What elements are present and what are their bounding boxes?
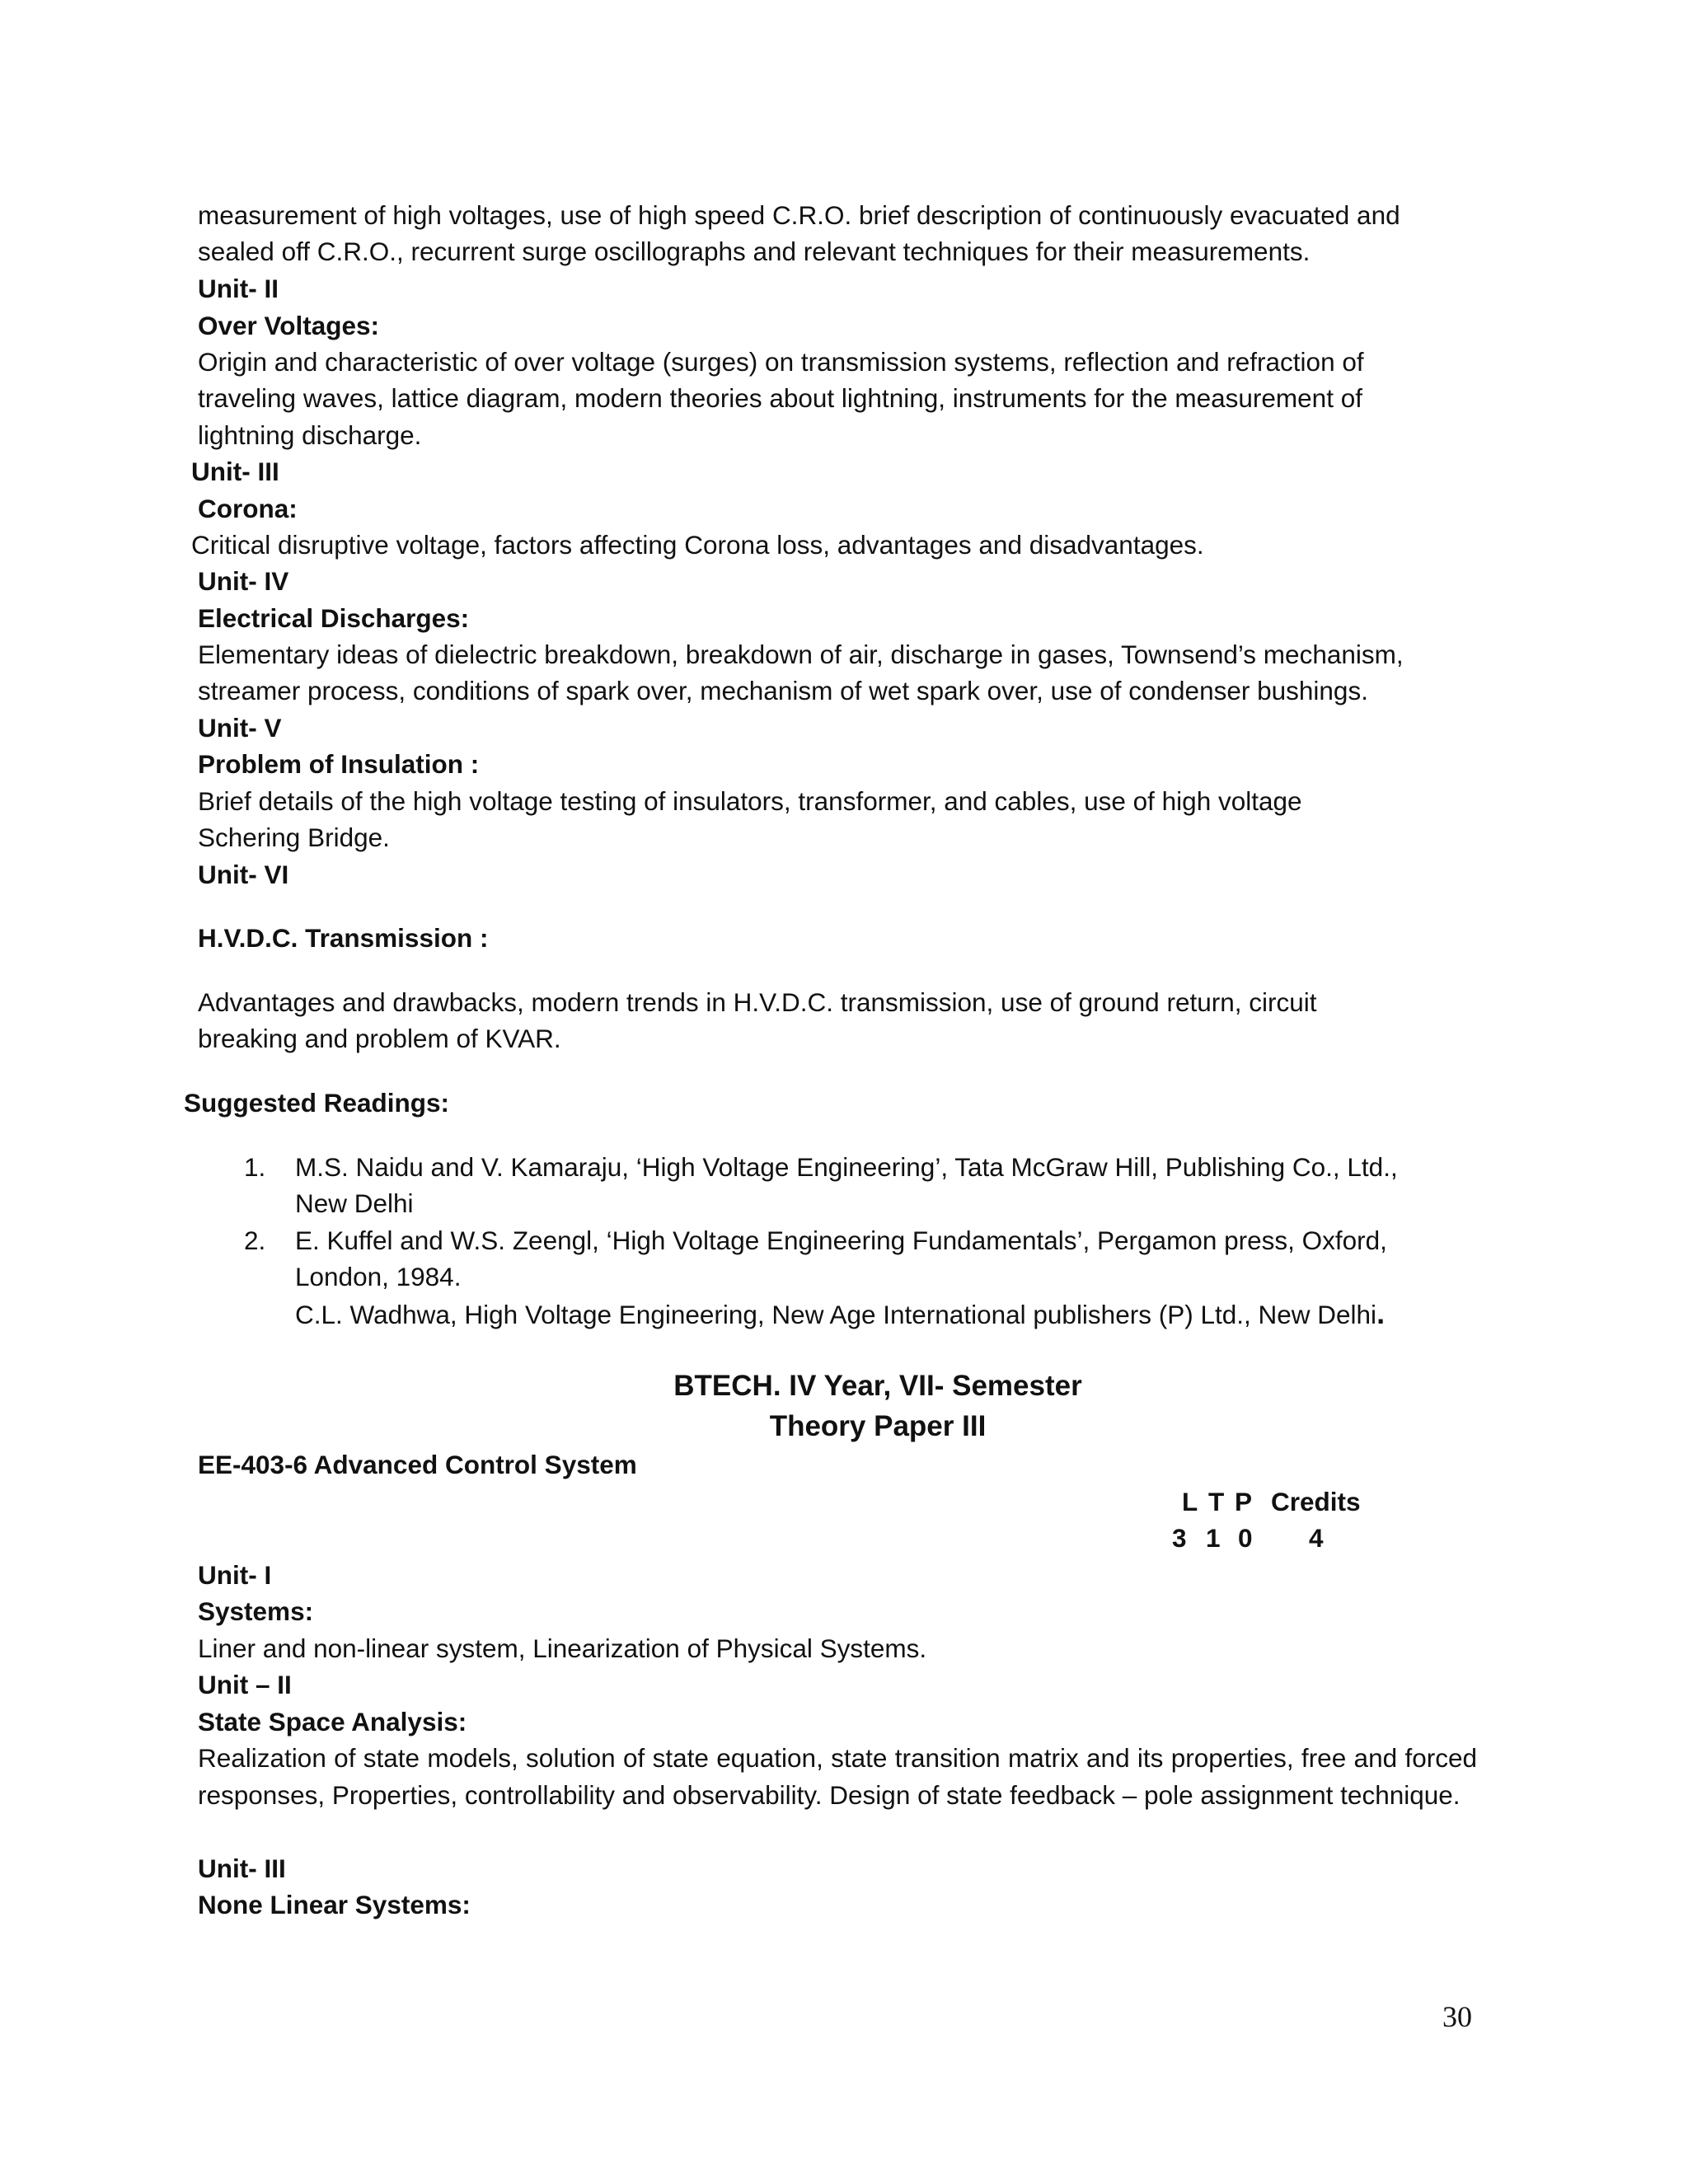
ltp-value-l: 3 — [1172, 1523, 1187, 1553]
course-unit-2-title: State Space Analysis: — [198, 1707, 467, 1736]
ltp-value-p: 0 — [1238, 1523, 1253, 1553]
reading-2-line-1: E. Kuffel and W.S. Zeengl, ‘High Voltage Engineering Fundamentals’, Pergamon press, Oxford, — [295, 1226, 1387, 1255]
reading-2-line-2: London, 1984. — [295, 1262, 462, 1291]
ltp-header-p: P — [1235, 1487, 1253, 1516]
unit-2-heading: Unit- II — [198, 274, 279, 303]
unit-3-heading: Unit- III — [191, 457, 279, 486]
unit-5-line-2: Schering Bridge. — [198, 823, 390, 852]
unit-6-line-1: Advantages and drawbacks, modern trends in H.V.D.C. transmission, use of ground return, circuit — [198, 987, 1317, 1017]
unit-2-title: Over Voltages: — [198, 311, 379, 340]
course-unit-1-heading: Unit- I — [198, 1560, 272, 1590]
course-unit-2-text: Realization of state models, solution of state equation, state transition matrix and its properties, free and forced responses, Properties, controllability and observability. Design of state feedback – pole assignment technique. — [198, 1743, 1477, 1810]
unit-4-heading: Unit- IV — [198, 566, 289, 596]
reading-1-line-2: New Delhi — [295, 1188, 414, 1218]
unit-6-title: H.V.D.C. Transmission : — [198, 923, 489, 953]
ltp-header-credits: Credits — [1271, 1487, 1361, 1516]
course-code-title: EE-403-6 Advanced Control System — [198, 1450, 637, 1479]
unit-5-title: Problem of Insulation : — [198, 749, 480, 779]
unit-6-line-2: breaking and problem of KVAR. — [198, 1024, 561, 1053]
unit-5-heading: Unit- V — [198, 713, 282, 743]
unit-2-line-2: traveling waves, lattice diagram, modern theories about lightning, instruments for the measurement of — [198, 383, 1362, 413]
course-unit-3-title: None Linear Systems: — [198, 1890, 471, 1919]
reading-extra-period: . — [1376, 1296, 1386, 1330]
reading-1-line-1: M.S. Naidu and V. Kamaraju, ‘High Voltage Engineering’, Tata McGraw Hill, Publishing Co., Ltd., — [295, 1152, 1398, 1182]
unit-2-line-3: lightning discharge. — [198, 420, 422, 450]
course-year-semester: BTECH. IV Year, VII- Semester — [673, 1370, 1082, 1402]
reading-extra-text: C.L. Wadhwa, High Voltage Engineering, New Age International publishers (P) Ltd., New Delhi — [295, 1300, 1377, 1329]
course-unit-3-heading: Unit- III — [198, 1854, 286, 1883]
ltp-header-t: T — [1208, 1487, 1225, 1516]
readings-heading: Suggested Readings: — [184, 1088, 450, 1118]
course-paper: Theory Paper III — [769, 1410, 987, 1442]
unit-3-title: Corona: — [198, 494, 298, 523]
course-unit-1-title: Systems: — [198, 1596, 314, 1626]
ltp-header-l: L — [1182, 1487, 1198, 1516]
unit-2-line-1: Origin and characteristic of over voltage (surges) on transmission systems, reflection and refraction of — [198, 347, 1364, 377]
intro-line-1: measurement of high voltages, use of high speed C.R.O. brief description of continuously evacuated and — [198, 200, 1400, 230]
unit-6-heading: Unit- VI — [198, 860, 289, 889]
unit-4-line-1: Elementary ideas of dielectric breakdown, breakdown of air, discharge in gases, Townsend’s mechanism, — [198, 640, 1404, 669]
course-unit-2-heading: Unit – II — [198, 1670, 292, 1699]
unit-5-line-1: Brief details of the high voltage testing of insulators, transformer, and cables, use of high voltage — [198, 786, 1302, 816]
page-number: 30 — [1442, 2000, 1472, 2033]
unit-4-line-2: streamer process, conditions of spark over, mechanism of wet spark over, use of condenser bushings. — [198, 676, 1368, 705]
unit-4-title: Electrical Discharges: — [198, 603, 470, 633]
reading-2-number: 2. — [244, 1226, 266, 1255]
ltp-value-credits: 4 — [1309, 1523, 1324, 1553]
ltp-value-t: 1 — [1206, 1523, 1221, 1553]
unit-3-line-1: Critical disruptive voltage, factors affecting Corona loss, advantages and disadvantages. — [191, 530, 1204, 560]
reading-extra — [295, 1296, 1385, 1333]
course-unit-1-line-1: Liner and non-linear system, Linearization of Physical Systems. — [198, 1633, 927, 1663]
intro-line-2: sealed off C.R.O., recurrent surge oscillographs and relevant techniques for their measurements. — [198, 237, 1311, 266]
reading-1-number: 1. — [244, 1152, 266, 1182]
